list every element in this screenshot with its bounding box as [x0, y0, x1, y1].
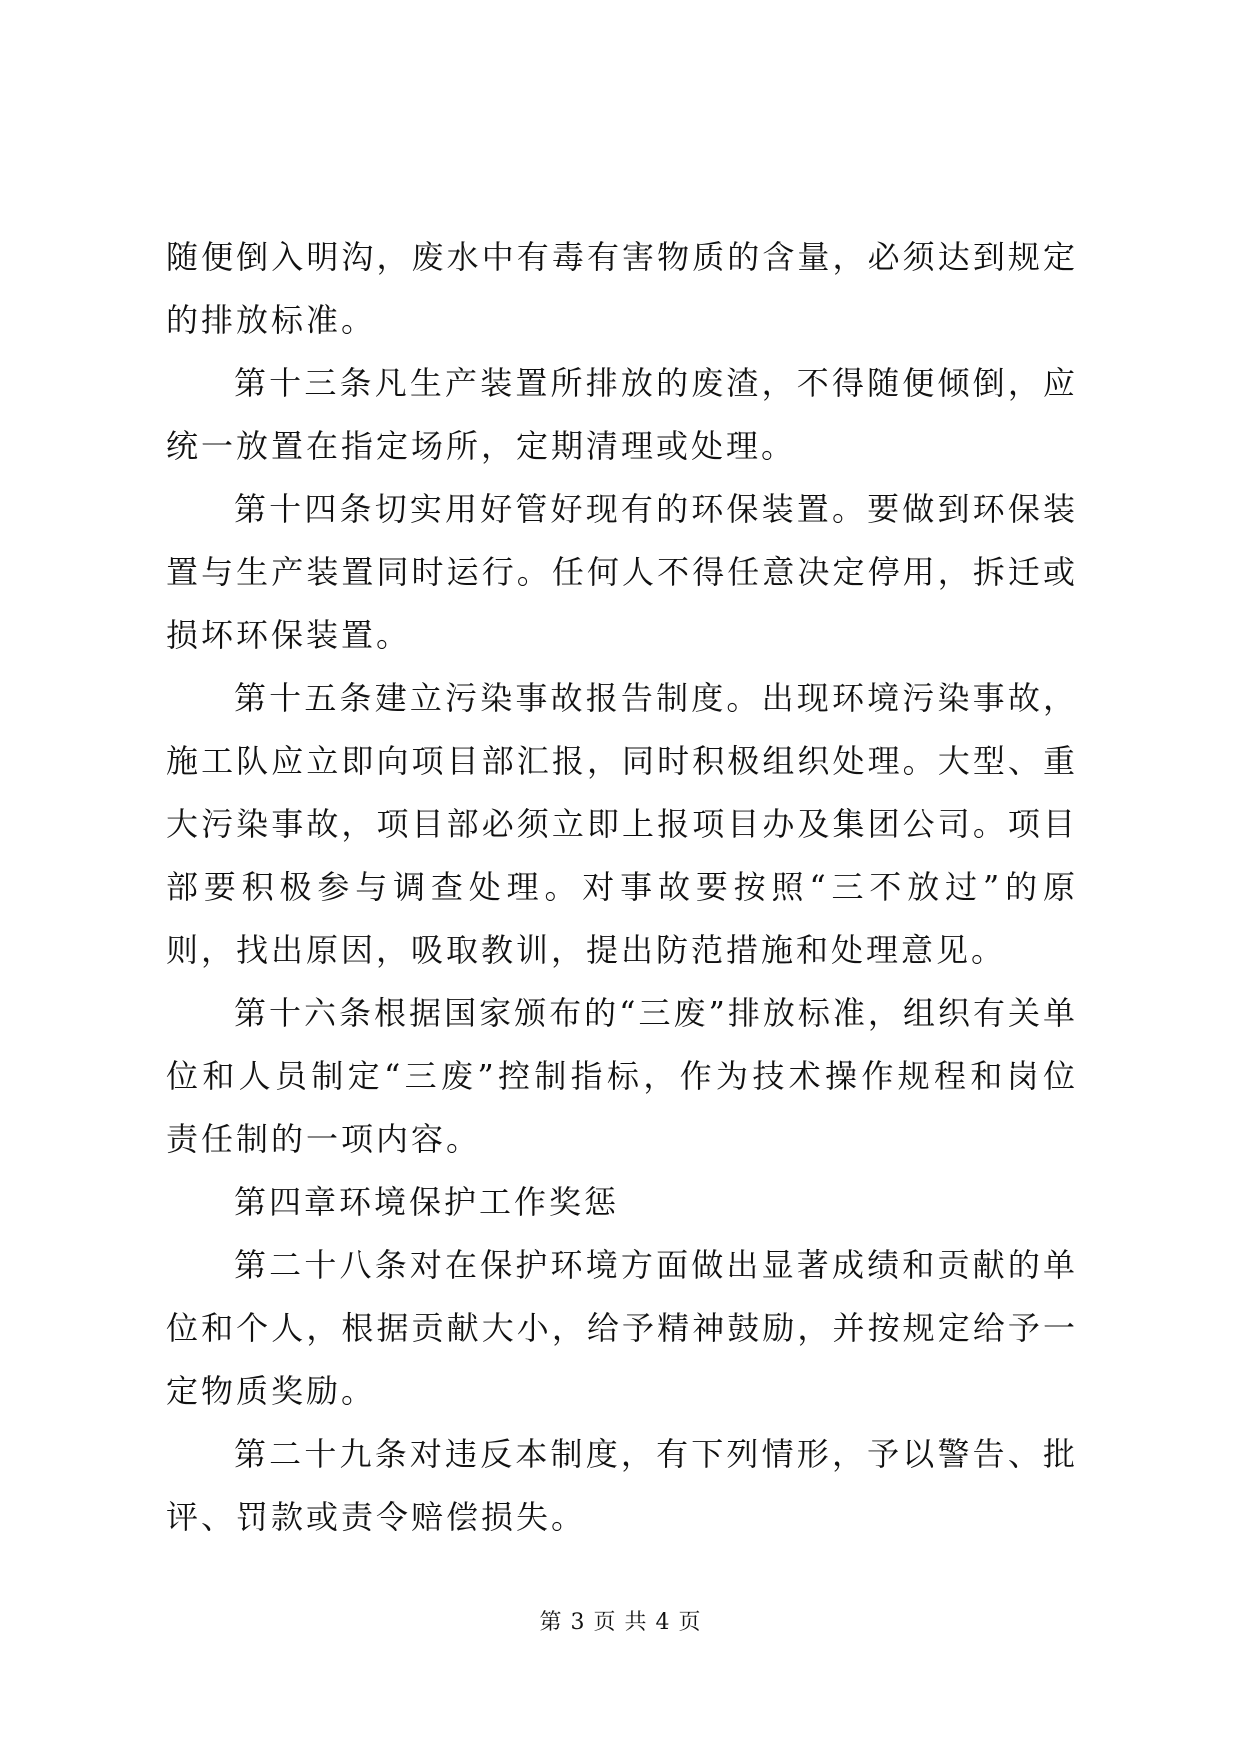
paragraph-article-15: 第十五条建立污染事故报告制度。出现环境污染事故，施工队应立即向项目部汇报，同时积极组织处理。大型、重大污染事故，项目部必须立即上报项目办及集团公司。项目部要积极参与调查处理。对事故要按照“三不放过”的原则，找出原因，吸取教训，提出防范措施和处理意见。 — [166, 679, 1078, 969]
paragraph-article-29: 第二十九条对违反本制度，有下列情形，予以警告、批评、罚款或责令赔偿损失。 — [166, 1435, 1078, 1536]
document-body — [166, 226, 1078, 1549]
paragraph-article-14: 第十四条切实用好管好现有的环保装置。要做到环保装置与生产装置同时运行。任何人不得任意决定停用，拆迁或损坏环保装置。 — [166, 490, 1078, 654]
paragraph-continuation: 随便倒入明沟，废水中有毒有害物质的含量，必须达到规定的排放标准。 — [166, 238, 1078, 339]
page-number-footer: 第 3 页 共 4 页 — [539, 1610, 702, 1635]
paragraph-article-28: 第二十八条对在保护环境方面做出显著成绩和贡献的单位和个人，根据贡献大小，给予精神鼓励，并按规定给予一定物质奖励。 — [166, 1246, 1078, 1410]
chapter-heading: 第四章环境保护工作奖惩 — [234, 1183, 620, 1221]
paragraph-article-13: 第十三条凡生产装置所排放的废渣，不得随便倾倒，应统一放置在指定场所，定期清理或处理。 — [166, 364, 1078, 465]
paragraph-article-16: 第十六条根据国家颁布的“三废”排放标准，组织有关单位和人员制定“三废”控制指标，作为技术操作规程和岗位责任制的一项内容。 — [166, 994, 1078, 1158]
